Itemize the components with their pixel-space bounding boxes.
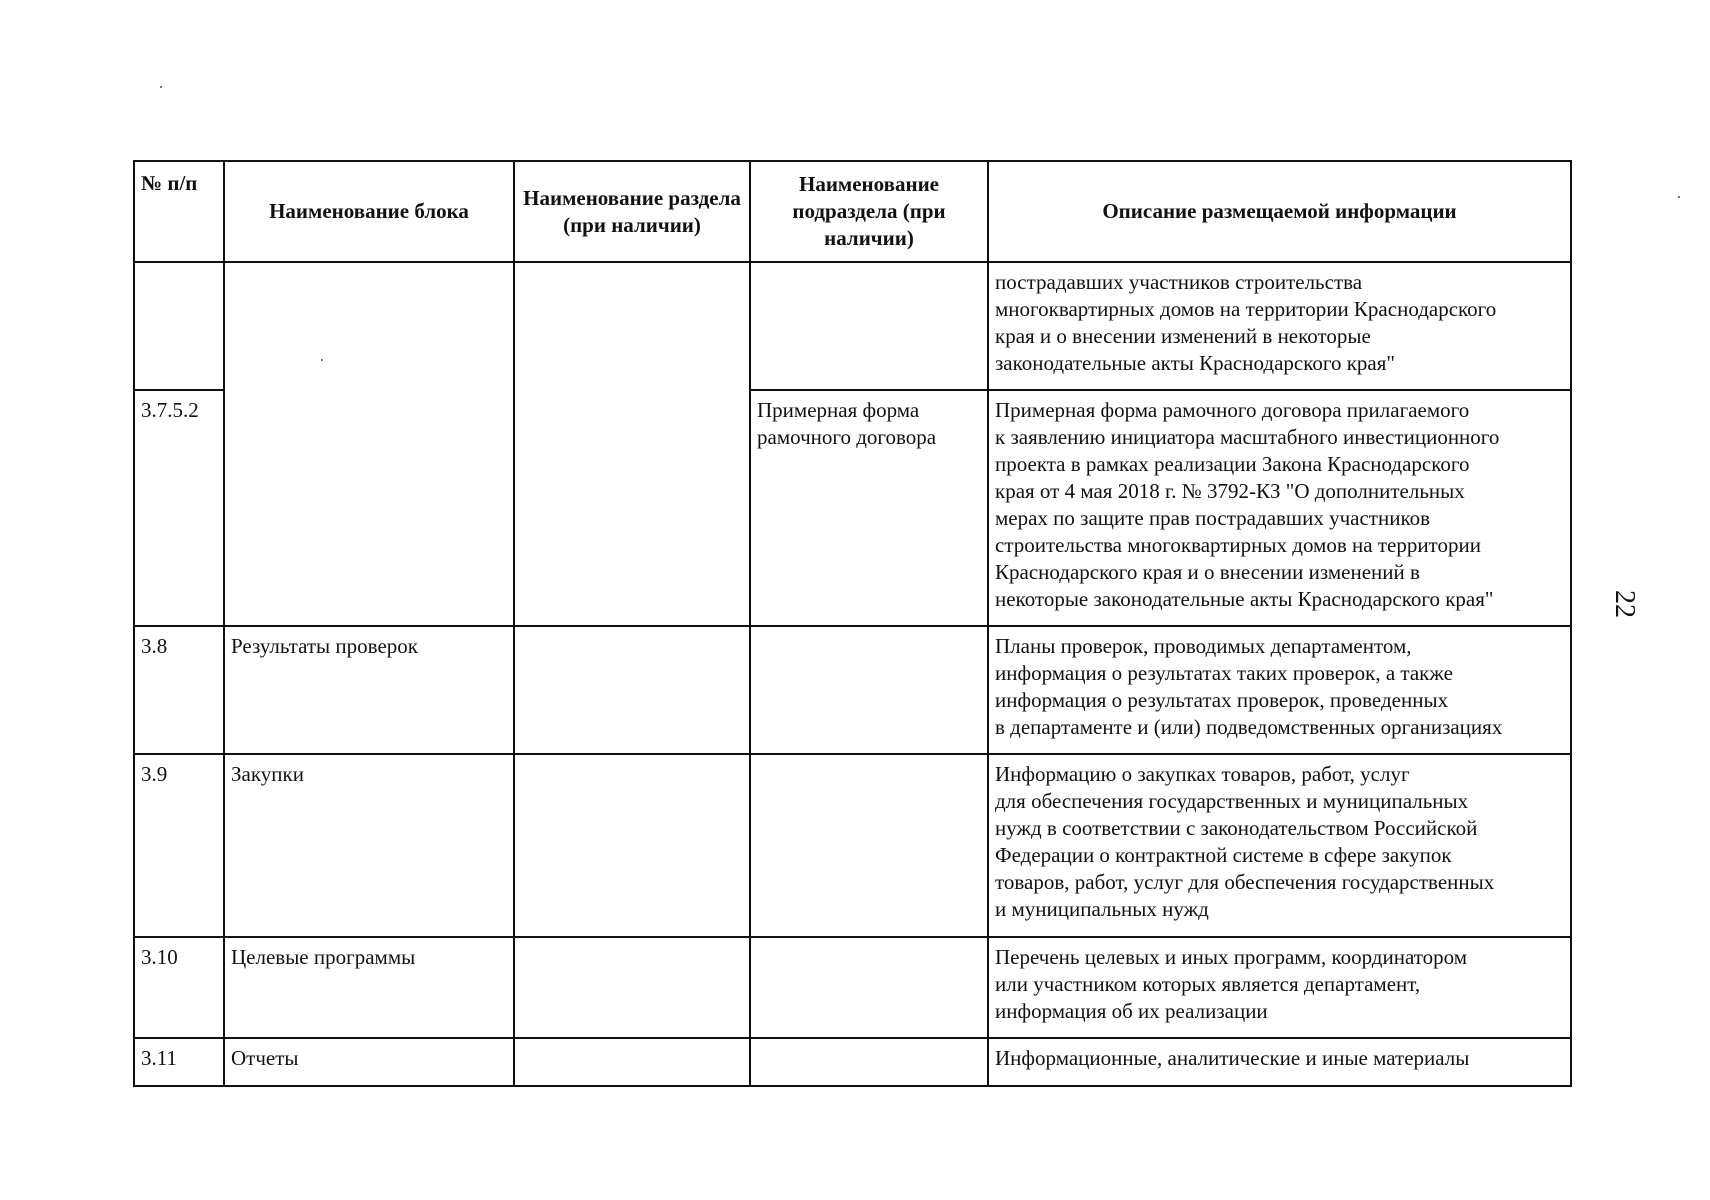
row-section bbox=[514, 1038, 750, 1086]
row-section bbox=[514, 937, 750, 1038]
table-row bbox=[134, 937, 1571, 1038]
row-num: 3.10 bbox=[134, 937, 224, 1038]
row-section bbox=[514, 626, 750, 754]
row-num: 3.11 bbox=[134, 1038, 224, 1086]
table-header-row bbox=[134, 161, 1571, 262]
row-subsection bbox=[750, 1038, 988, 1086]
row-subsection bbox=[750, 262, 988, 390]
row-block: Отчеты bbox=[224, 1038, 514, 1086]
row-description: Информационные, аналитические и иные материалы bbox=[988, 1038, 1571, 1086]
row-description: Информацию о закупках товаров, работ, услуг для обеспечения государственных и муниципальных нужд в соответствии с законодательством Российской Федерации о контрактной системе в сфере закупок товаров, работ, услуг для обеспечения государственных и муниципальных нужд bbox=[988, 754, 1571, 937]
row-subsection bbox=[750, 626, 988, 754]
scan-speck bbox=[1678, 196, 1680, 198]
header-block: Наименование блока bbox=[224, 161, 514, 262]
row-num: 3.7.5.2 bbox=[134, 390, 224, 626]
header-description: Описание размещаемой информации bbox=[988, 161, 1571, 262]
row-block: Закупки bbox=[224, 754, 514, 937]
table-row bbox=[134, 626, 1571, 754]
row-section bbox=[514, 262, 750, 626]
row-description: Примерная форма рамочного договора прилагаемого к заявлению инициатора масштабного инвестиционного проекта в рамках реализации Закона Краснодарского края от 4 мая 2018 г. № 3792-КЗ "О дополнительных мерах по защите прав пострадавших участников строительства многоквартирных домов на территории Краснодарского края и о внесении изменений в некоторые законодательные акты Краснодарского края" bbox=[988, 390, 1571, 626]
table-row bbox=[134, 1038, 1571, 1086]
table-row bbox=[134, 754, 1571, 937]
row-description: Планы проверок, проводимых департаментом, информация о результатах таких проверок, а также информация о результатах проверок, проведенных в департаменте и (или) подведомственных организациях bbox=[988, 626, 1571, 754]
row-block: Целевые программы bbox=[224, 937, 514, 1038]
row-subsection bbox=[750, 754, 988, 937]
header-subsection: Наименование подраздела (при наличии) bbox=[750, 161, 988, 262]
row-description: Перечень целевых и иных программ, координатором или участником которых является департамент, информация об их реализации bbox=[988, 937, 1571, 1038]
row-description: пострадавших участников строительства многоквартирных домов на территории Краснодарского края и о внесении изменений в некоторые законодательные акты Краснодарского края" bbox=[988, 262, 1571, 390]
row-num bbox=[134, 262, 224, 390]
row-block: Результаты проверок bbox=[224, 626, 514, 754]
row-num: 3.8 bbox=[134, 626, 224, 754]
scan-speck bbox=[160, 86, 162, 88]
row-subsection: Примерная форма рамочного договора bbox=[750, 390, 988, 626]
row-block bbox=[224, 262, 514, 626]
row-subsection bbox=[750, 937, 988, 1038]
header-section: Наименование раздела (при наличии) bbox=[514, 161, 750, 262]
table-row bbox=[134, 262, 1571, 390]
row-num: 3.9 bbox=[134, 754, 224, 937]
row-section bbox=[514, 754, 750, 937]
information-table bbox=[133, 160, 1572, 1087]
page-number: 22 bbox=[1609, 590, 1640, 618]
header-num: № п/п bbox=[134, 161, 224, 262]
